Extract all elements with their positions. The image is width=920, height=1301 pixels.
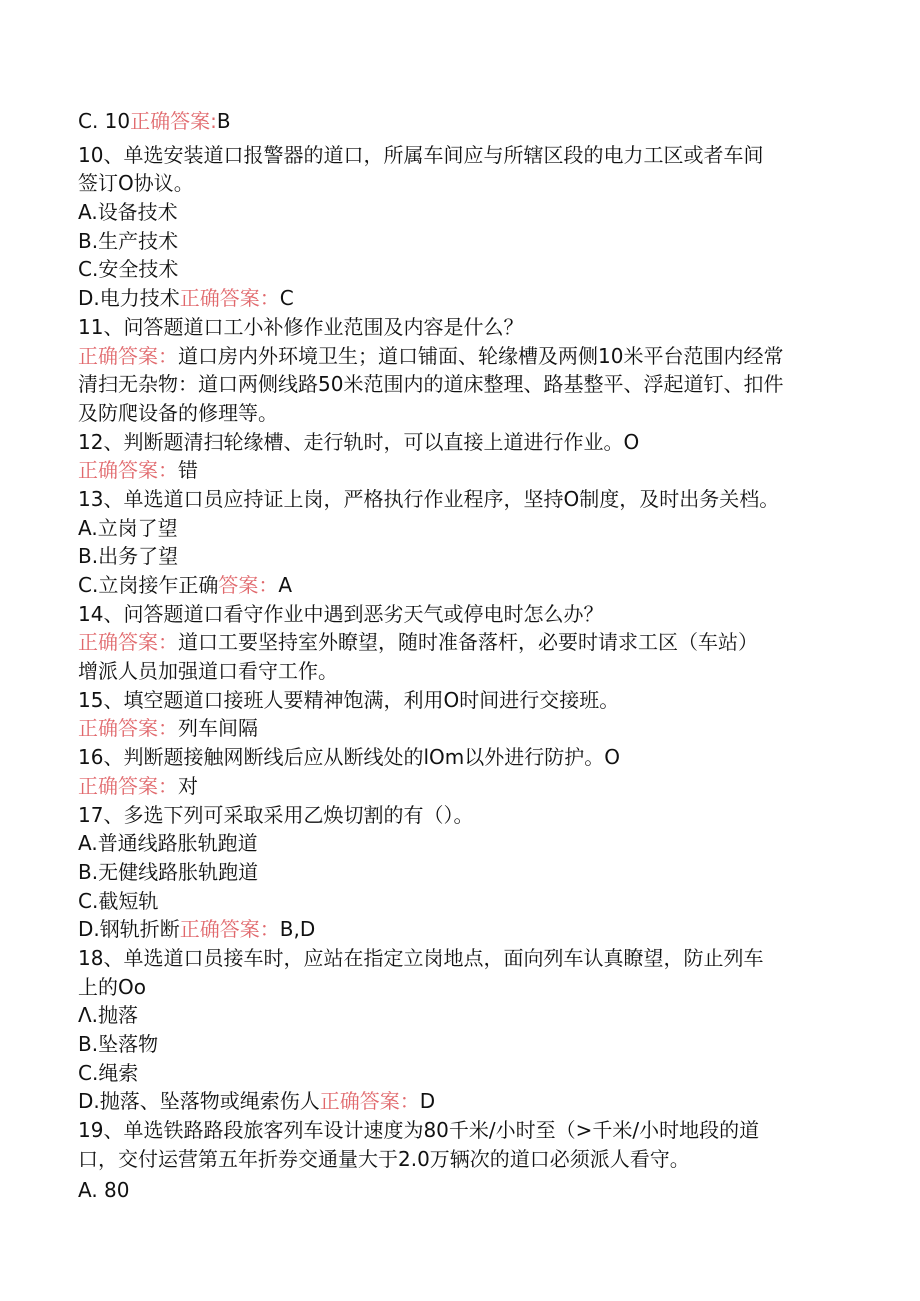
- text-line: [78, 485, 838, 514]
- text-segment: 11、问答题道口工小补修作业范围及内容是什么？: [78, 314, 524, 339]
- text-segment: 对: [178, 773, 198, 798]
- text-line: [78, 514, 838, 543]
- text-segment: 17、多选下列可采取采用乙焕切割的有（）。: [78, 802, 474, 827]
- text-segment: C.安全技术: [78, 257, 179, 282]
- text-line: [78, 255, 838, 284]
- text-line: [78, 887, 838, 916]
- text-line: [78, 915, 838, 944]
- text-line: [78, 542, 838, 571]
- text-segment: 14、问答题道口看守作业中遇到恶劣天气或停电时怎么办？: [78, 601, 604, 626]
- text-line: [78, 313, 838, 342]
- answer-label: 正确答案：: [78, 773, 178, 798]
- text-segment: 12、判断题清扫轮缘槽、走行轨时，可以直接上道进行作业。O: [78, 429, 640, 454]
- text-segment: B,D: [279, 917, 316, 942]
- document-body: [78, 107, 838, 1205]
- answer-label: 正确答案：: [78, 343, 178, 368]
- text-segment: B.坠落物: [78, 1032, 159, 1056]
- text-line: [78, 772, 838, 801]
- text-segment: 13、单选道口员应持证上岗，严格执行作业程序，坚持O制度，及时出务关档。: [78, 486, 780, 511]
- text-segment: A. 80: [78, 1178, 130, 1203]
- text-segment: 10、单选安装道口报警器的道口，所属车间应与所辖区段的电力工区或者车间: [78, 142, 764, 167]
- text-segment: 及防爬设备的修理等。: [78, 400, 278, 425]
- text-line: [78, 370, 838, 399]
- text-line: [78, 284, 838, 313]
- text-segment: 列车间隔: [178, 716, 258, 741]
- text-line: [78, 107, 838, 136]
- text-segment: C.截短轨: [78, 888, 159, 913]
- answer-label: 正确答案：: [179, 917, 280, 942]
- text-line: [78, 1087, 838, 1116]
- text-segment: 错: [178, 458, 198, 483]
- text-line: [78, 342, 838, 371]
- text-line: [78, 1176, 838, 1205]
- text-line: [78, 571, 838, 600]
- text-segment: A: [278, 573, 293, 597]
- text-segment: 18、单选道口员接车时，应站在指定立岗地点，面向列车认真瞭望，防止列车: [78, 945, 764, 970]
- text-line: [78, 829, 838, 858]
- text-segment: 16、判断题接触网断线后应从断线处的lOm以外进行防护。O: [78, 745, 620, 770]
- answer-label: 正确答案:: [130, 109, 217, 133]
- text-segment: D: [419, 1089, 436, 1114]
- text-line: [78, 628, 838, 657]
- text-segment: 道口工要坚持室外瞭望，随时准备落杆，必要时请求工区（车站）: [178, 630, 758, 655]
- text-line: [78, 399, 838, 428]
- text-segment: 19、单选铁路路段旅客列车设计速度为80千米/小时至（>千米/小时地段的道: [78, 1118, 760, 1143]
- text-line: [78, 686, 838, 715]
- text-line: [78, 944, 838, 973]
- text-line: [78, 801, 838, 830]
- text-line: [78, 714, 838, 743]
- text-segment: A.普通线路胀轨跑道: [78, 831, 258, 856]
- text-segment: C.绳索: [78, 1060, 139, 1085]
- answer-label: 正确答案：: [319, 1089, 420, 1114]
- text-segment: 上的Oo: [78, 974, 146, 999]
- text-line: [78, 1145, 838, 1174]
- text-segment: 增派人员加强道口看守工作。: [78, 659, 338, 684]
- text-line: [78, 1030, 838, 1059]
- text-line: [78, 198, 838, 227]
- text-segment: D.钢轨折断: [78, 917, 180, 942]
- text-line: [78, 456, 838, 485]
- text-line: [78, 1001, 838, 1030]
- text-segment: D.电力技术: [78, 286, 180, 311]
- text-segment: 口，交付运营第五年折券交通量大于2.0万辆次的道口必须派人看守。: [78, 1146, 690, 1171]
- text-segment: 清扫无杂物：道口两侧线路50米范围内的道床整理、路基整平、浮起道钉、扣件: [78, 372, 784, 397]
- text-segment: B.无健线路胀轨跑道: [78, 859, 259, 884]
- text-line: [78, 227, 838, 256]
- text-segment: 道口房内外环境卫生；道口铺面、轮缘槽及两侧10米平台范围内经常: [178, 343, 784, 368]
- text-segment: 15、填空题道口接班人要精神饱满，利用O时间进行交接班。: [78, 687, 620, 712]
- text-segment: A.设备技术: [78, 200, 178, 225]
- text-segment: B.生产技术: [78, 228, 179, 253]
- answer-label: 正确答案：: [78, 630, 178, 655]
- text-segment: C: [279, 286, 294, 311]
- answer-label: 正确答案：: [78, 716, 178, 741]
- text-line: [78, 1116, 838, 1145]
- answer-label: 正确答案：: [78, 458, 178, 483]
- text-line: [78, 743, 838, 772]
- answer-label: 正确答案：: [179, 286, 280, 311]
- text-line: [78, 858, 838, 887]
- text-segment: A.立岗了望: [78, 515, 178, 540]
- text-segment: C. 10: [78, 109, 131, 133]
- text-segment: D.抛落、坠落物或绳索伤人: [78, 1089, 320, 1114]
- text-segment: 签订O协议。: [78, 171, 194, 196]
- answer-label: 答案：: [218, 573, 279, 597]
- text-line: [78, 169, 838, 198]
- text-segment: Λ.抛落: [78, 1003, 139, 1028]
- text-line: [78, 600, 838, 629]
- text-line: [78, 973, 838, 1002]
- text-line: [78, 1059, 838, 1088]
- text-segment: B: [216, 109, 231, 133]
- text-segment: B.出务了望: [78, 544, 179, 569]
- text-segment: C.立岗接乍正确: [78, 573, 219, 597]
- text-line: [78, 428, 838, 457]
- text-line: [78, 141, 838, 170]
- text-line: [78, 657, 838, 686]
